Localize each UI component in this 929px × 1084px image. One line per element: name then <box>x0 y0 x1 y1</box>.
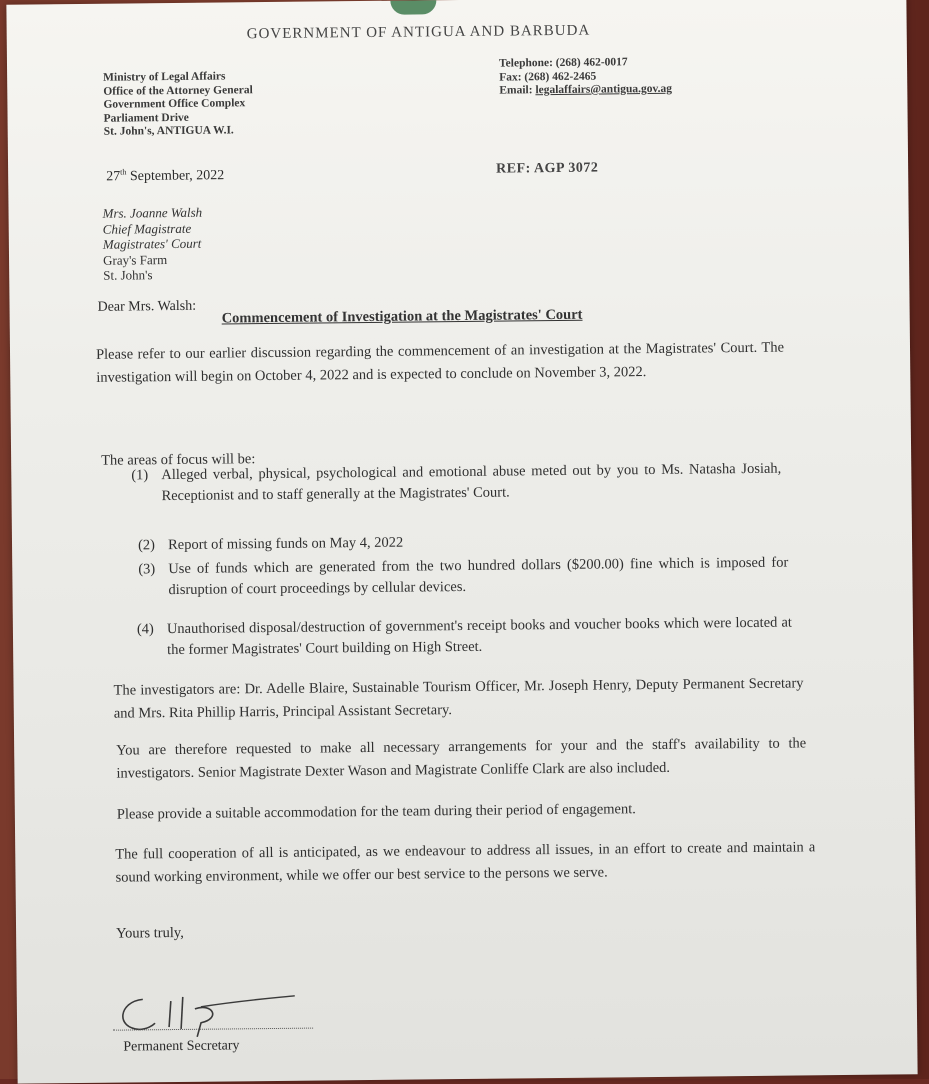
ministry-address <box>103 70 253 139</box>
letter-page <box>6 0 917 1084</box>
email-label: Email: <box>499 84 536 97</box>
item-number: (3) <box>138 561 156 578</box>
recipient-address <box>102 205 202 284</box>
item-number: (4) <box>136 621 154 638</box>
fax: Fax: (268) 462-2465 <box>499 70 597 84</box>
address-line: Government Office Complex <box>103 97 246 111</box>
address-line: St. John's, ANTIGUA W.I. <box>103 124 234 138</box>
cooperation-paragraph: The full cooperation of all is anticipated, as we endeavour to address all issues, in an effort to create and maintain a sound working environment, while we offer our best service to the persons we serve. <box>115 839 816 886</box>
item-text: Unauthorised disposal/destruction of government's receipt books and voucher books which were located at the former Magistrates' Court building on High Street. <box>166 614 792 659</box>
list-item <box>131 459 781 508</box>
email-row <box>499 83 672 98</box>
item-number: (2) <box>137 537 156 554</box>
reference-number: REF: AGP 3072 <box>496 160 599 177</box>
date-day: 27 <box>106 169 121 185</box>
recipient-line: Chief Magistrate <box>102 220 192 237</box>
salutation: Dear Mrs. Walsh: <box>97 298 197 315</box>
date-rest: September, 2022 <box>126 168 225 185</box>
letterhead-title: GOVERNMENT OF ANTIGUA AND BARBUDA <box>246 22 591 43</box>
address-line: Office of the Attorney General <box>103 83 253 98</box>
date-suffix: th <box>120 167 127 177</box>
coat-of-arms-icon <box>390 0 436 14</box>
contact-block <box>499 56 672 98</box>
list-item <box>137 613 792 662</box>
intro-paragraph: Please refer to our earlier discussion regarding the commencement of an investigation at the Magistrates' Court. The investigation will begin on October 4, 2022 and is expected to conclude on November 3, 2022. <box>95 339 785 386</box>
email-link[interactable]: legalaffairs@antigua.gov.ag <box>535 82 673 97</box>
telephone: Telephone: (268) 462-0017 <box>498 56 628 70</box>
list-item <box>138 553 788 602</box>
investigators-paragraph: The investigators are: Dr. Adelle Blaire, Sustainable Tourism Officer, Mr. Joseph Henry, Deputy Permanent Secretary and Mrs. Rita Phillip Harris, Principal Assistant Secretary. <box>113 675 804 722</box>
address-line: Ministry of Legal Affairs <box>103 70 226 84</box>
item-number: (1) <box>131 467 149 484</box>
item-text: Use of funds which are generated from the two hundred dollars ($200.00) fine which is imposed for disruption of court proceedings by cellular devices. <box>168 554 789 599</box>
recipient-line: St. John's <box>103 267 153 283</box>
subject-heading: Commencement of Investigation at the Magistrates' Court <box>221 306 583 327</box>
item-text: Report of missing funds on May 4, 2022 <box>167 534 404 554</box>
accommodation-paragraph: Please provide a suitable accommodation for the team during their period of engagement. <box>116 801 636 823</box>
address-line: Parliament Drive <box>103 111 189 125</box>
closing: Yours truly, <box>116 924 184 942</box>
item-text: Alleged verbal, physical, psychological and emotional abuse meted out by you to Ms. Natasha Josiah, Receptionist and to staff generally at the Magistrates' Court. <box>161 460 782 505</box>
recipient-line: Gray's Farm <box>102 251 168 268</box>
recipient-line: Magistrates' Court <box>102 235 202 252</box>
letter-date <box>106 166 224 185</box>
recipient-line: Mrs. Joanne Walsh <box>102 204 203 221</box>
arrangements-paragraph: You are therefore requested to make all necessary arrangements for your and the staff's availability to the investigators. Senior Magistrate Dexter Wason and Magistrate Conliffe Clark are also included. <box>116 735 807 782</box>
list-item <box>138 533 403 557</box>
signatory-title: Permanent Secretary <box>123 1038 240 1055</box>
focus-intro: The areas of focus will be: <box>101 451 256 469</box>
